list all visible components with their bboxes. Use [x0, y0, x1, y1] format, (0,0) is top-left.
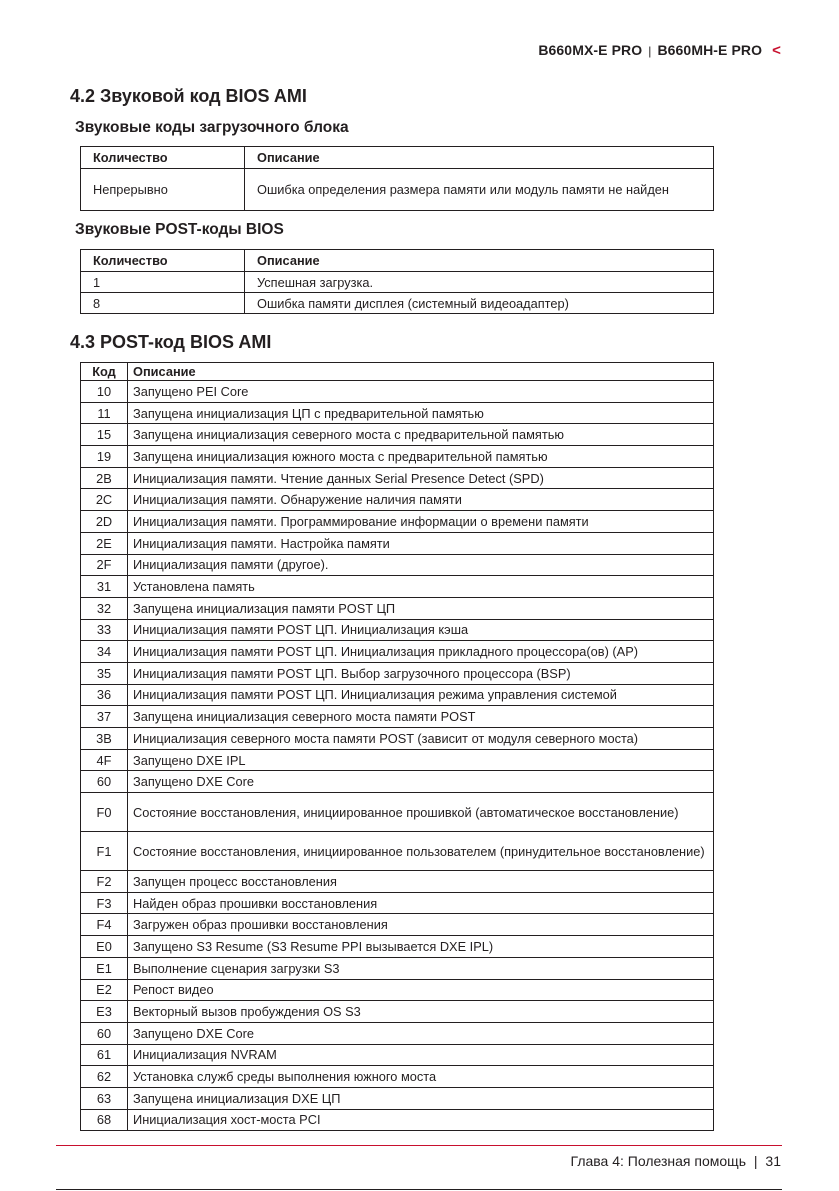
- table-row: [81, 597, 714, 619]
- desc-cell: Инициализация памяти. Программирование информации о времени памяти: [128, 511, 714, 533]
- desc-cell: Инициализация хост-моста PCI: [128, 1109, 714, 1131]
- code-cell: 60: [81, 1022, 128, 1044]
- table-row: [81, 684, 714, 706]
- desc-cell: Успешная загрузка.: [245, 272, 714, 293]
- table-row: [81, 979, 714, 1001]
- count-cell: 8: [81, 293, 245, 314]
- desc-cell: Запущена инициализация южного моста с предварительной памятью: [128, 446, 714, 468]
- desc-cell: Запущено S3 Resume (S3 Resume PPI вызывается DXE IPL): [128, 936, 714, 958]
- table-row: [81, 293, 714, 314]
- code-cell: E2: [81, 979, 128, 1001]
- code-cell: 2E: [81, 532, 128, 554]
- code-cell: 32: [81, 597, 128, 619]
- code-cell: E0: [81, 936, 128, 958]
- table-row: [81, 532, 714, 554]
- table-row: [81, 771, 714, 793]
- header-model-b: B660MH-E PRO: [657, 42, 763, 58]
- table-row: [81, 424, 714, 446]
- desc-cell: Запущена инициализация северного моста с предварительной памятью: [128, 424, 714, 446]
- table-row: [81, 662, 714, 684]
- code-cell: 2B: [81, 467, 128, 489]
- code-cell: 62: [81, 1066, 128, 1088]
- code-cell: 11: [81, 402, 128, 424]
- col-count-header: Количество: [81, 147, 245, 169]
- code-cell: 15: [81, 424, 128, 446]
- desc-cell: Инициализация памяти POST ЦП. Инициализация прикладного процессора(ов) (AP): [128, 641, 714, 663]
- desc-cell: Инициализация памяти (другое).: [128, 554, 714, 576]
- code-cell: 2D: [81, 511, 128, 533]
- section-43-title: 4.3 POST-код BIOS AMI: [70, 332, 272, 352]
- code-cell: F0: [81, 793, 128, 832]
- desc-cell: Запущен процесс восстановления: [128, 871, 714, 893]
- table-row: [81, 576, 714, 598]
- page-footer: [571, 1153, 781, 1169]
- table-row: [81, 641, 714, 663]
- code-cell: 63: [81, 1087, 128, 1109]
- table-row: [81, 1087, 714, 1109]
- table-row: [81, 892, 714, 914]
- code-cell: 35: [81, 662, 128, 684]
- desc-cell: Установлена память: [128, 576, 714, 598]
- table-row: [81, 957, 714, 979]
- desc-cell: Репост видео: [128, 979, 714, 1001]
- desc-cell: Инициализация памяти POST ЦП. Инициализация режима управления системой: [128, 684, 714, 706]
- boot-block-table: [80, 146, 714, 211]
- code-cell: E1: [81, 957, 128, 979]
- header-separator: |: [648, 44, 652, 58]
- desc-cell: Запущено DXE Core: [128, 1022, 714, 1044]
- post-code-table: [80, 362, 714, 1131]
- page-number: 31: [765, 1153, 781, 1169]
- desc-cell: Ошибка определения размера памяти или модуль памяти не найден: [245, 169, 714, 211]
- table-row: [81, 1044, 714, 1066]
- table-row: [81, 1066, 714, 1088]
- code-cell: 60: [81, 771, 128, 793]
- table-header-row: [81, 250, 714, 272]
- post-beep-table: [80, 249, 714, 314]
- table-row: [81, 871, 714, 893]
- code-cell: 31: [81, 576, 128, 598]
- footer-divider: [56, 1145, 782, 1146]
- table-row: [81, 832, 714, 871]
- desc-cell: Запущена инициализация ЦП с предварительной памятью: [128, 402, 714, 424]
- table-row: [81, 706, 714, 728]
- col-desc-header: Описание: [245, 147, 714, 169]
- table-header-row: [81, 147, 714, 169]
- desc-cell: Инициализация памяти. Обнаружение наличия памяти: [128, 489, 714, 511]
- code-cell: 36: [81, 684, 128, 706]
- table-row: [81, 169, 714, 211]
- desc-cell: Выполнение сценария загрузки S3: [128, 957, 714, 979]
- code-cell: 37: [81, 706, 128, 728]
- code-cell: F2: [81, 871, 128, 893]
- desc-cell: Векторный вызов пробуждения OS S3: [128, 1001, 714, 1023]
- table-row: [81, 446, 714, 468]
- footer-chapter: Глава 4: Полезная помощь: [570, 1153, 746, 1169]
- table-row: [81, 1109, 714, 1131]
- desc-cell: Запущено DXE IPL: [128, 749, 714, 771]
- desc-cell: Запущено DXE Core: [128, 771, 714, 793]
- table-row: [81, 402, 714, 424]
- desc-cell: Запущена инициализация северного моста памяти POST: [128, 706, 714, 728]
- desc-cell: Инициализация памяти. Настройка памяти: [128, 532, 714, 554]
- table-row: [81, 272, 714, 293]
- table-row: [81, 489, 714, 511]
- desc-cell: Инициализация памяти. Чтение данных Serial Presence Detect (SPD): [128, 467, 714, 489]
- code-cell: 2F: [81, 554, 128, 576]
- count-cell: 1: [81, 272, 245, 293]
- section-42-title: 4.2 Звуковой код BIOS AMI: [70, 86, 307, 106]
- page-header: [538, 42, 781, 59]
- post-code-rows: [81, 381, 714, 1131]
- code-cell: E3: [81, 1001, 128, 1023]
- desc-cell: Установка служб среды выполнения южного моста: [128, 1066, 714, 1088]
- code-cell: 34: [81, 641, 128, 663]
- table-header-row: [81, 363, 714, 381]
- count-cell: Непрерывно: [81, 169, 245, 211]
- table-row: [81, 793, 714, 832]
- footer-separator: |: [753, 1153, 758, 1169]
- table-row: [81, 1022, 714, 1044]
- col-code-header: Код: [81, 363, 128, 381]
- table-row: [81, 936, 714, 958]
- col-count-header: Количество: [81, 250, 245, 272]
- desc-cell: Инициализация памяти POST ЦП. Выбор загрузочного процессора (BSP): [128, 662, 714, 684]
- col-desc-header: Описание: [245, 250, 714, 272]
- code-cell: 68: [81, 1109, 128, 1131]
- table-row: [81, 728, 714, 750]
- code-cell: 3B: [81, 728, 128, 750]
- table-row: [81, 554, 714, 576]
- table-row: [81, 511, 714, 533]
- col-desc-header: Описание: [128, 363, 714, 381]
- bottom-divider: [56, 1189, 782, 1190]
- code-cell: 2C: [81, 489, 128, 511]
- code-cell: 4F: [81, 749, 128, 771]
- code-cell: F3: [81, 892, 128, 914]
- table-row: [81, 749, 714, 771]
- code-cell: 19: [81, 446, 128, 468]
- desc-cell: Загружен образ прошивки восстановления: [128, 914, 714, 936]
- desc-cell: Инициализация северного моста памяти POST (зависит от модуля северного моста): [128, 728, 714, 750]
- desc-cell: Состояние восстановления, инициированное пользователем (принудительное восстановление): [128, 832, 714, 871]
- desc-cell: Запущена инициализация DXE ЦП: [128, 1087, 714, 1109]
- table-row: [81, 381, 714, 403]
- table-row: [81, 467, 714, 489]
- code-cell: 10: [81, 381, 128, 403]
- header-arrow-icon: <: [772, 42, 781, 59]
- code-cell: 61: [81, 1044, 128, 1066]
- code-cell: 33: [81, 619, 128, 641]
- table-row: [81, 1001, 714, 1023]
- desc-cell: Найден образ прошивки восстановления: [128, 892, 714, 914]
- desc-cell: Инициализация NVRAM: [128, 1044, 714, 1066]
- desc-cell: Состояние восстановления, инициированное прошивкой (автоматическое восстановление): [128, 793, 714, 832]
- desc-cell: Инициализация памяти POST ЦП. Инициализация кэша: [128, 619, 714, 641]
- desc-cell: Запущено PEI Core: [128, 381, 714, 403]
- code-cell: F1: [81, 832, 128, 871]
- post-beep-title: Звуковые POST-коды BIOS: [75, 221, 284, 238]
- table-row: [81, 914, 714, 936]
- desc-cell: Запущена инициализация памяти POST ЦП: [128, 597, 714, 619]
- header-model-a: B660MX-E PRO: [538, 42, 643, 58]
- desc-cell: Ошибка памяти дисплея (системный видеоадаптер): [245, 293, 714, 314]
- boot-block-title: Звуковые коды загрузочного блока: [75, 119, 349, 136]
- table-row: [81, 619, 714, 641]
- code-cell: F4: [81, 914, 128, 936]
